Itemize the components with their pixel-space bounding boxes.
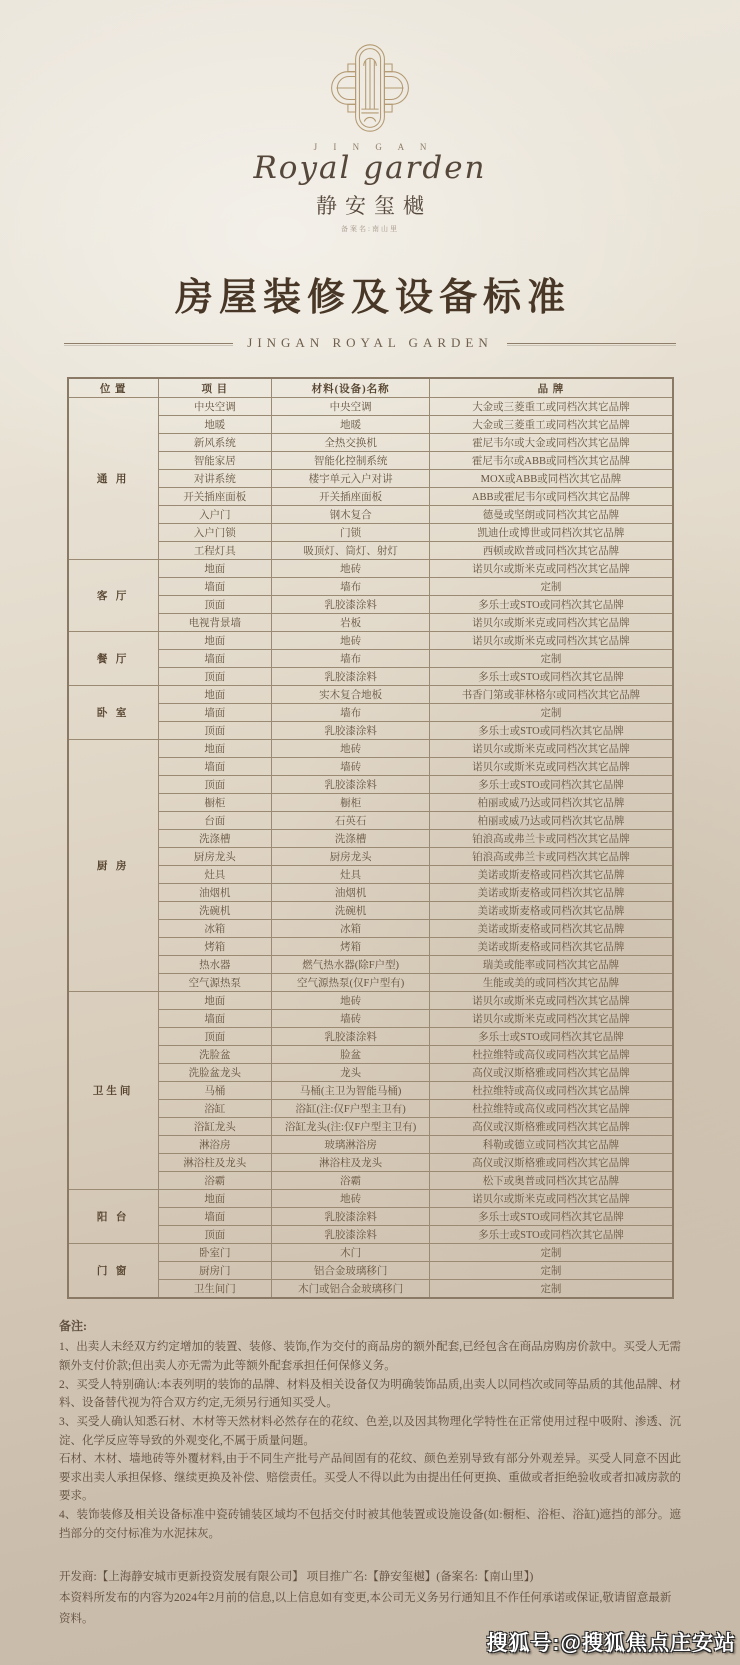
item-cell: 洗脸盆 bbox=[158, 1046, 271, 1064]
material-cell: 油烟机 bbox=[271, 884, 430, 902]
subtitle-left-rule bbox=[64, 343, 233, 344]
item-cell: 冰箱 bbox=[158, 920, 271, 938]
table-row bbox=[68, 704, 673, 722]
table-row bbox=[68, 1046, 673, 1064]
brand-cell: 多乐士或STO或同档次其它品牌 bbox=[430, 1028, 673, 1046]
item-cell: 地面 bbox=[158, 740, 271, 758]
brand-cell: 美诺或斯麦格或同档次其它品牌 bbox=[430, 866, 673, 884]
brand-cell: 大金或三菱重工或同档次其它品牌 bbox=[430, 398, 673, 416]
item-cell: 马桶 bbox=[158, 1082, 271, 1100]
material-cell: 全热交换机 bbox=[271, 434, 430, 452]
material-cell: 地砖 bbox=[271, 632, 430, 650]
brand-cell: 定制 bbox=[430, 1262, 673, 1280]
table-row bbox=[68, 668, 673, 686]
item-cell: 顶面 bbox=[158, 722, 271, 740]
location-cell: 厨 房 bbox=[68, 740, 159, 992]
material-cell: 洗涤槽 bbox=[271, 830, 430, 848]
table-row bbox=[68, 524, 673, 542]
material-cell: 地暖 bbox=[271, 416, 430, 434]
item-cell: 油烟机 bbox=[158, 884, 271, 902]
table-row bbox=[68, 974, 673, 992]
table-row bbox=[68, 1208, 673, 1226]
table-row bbox=[68, 1226, 673, 1244]
material-cell: 乳胶漆涂料 bbox=[271, 722, 430, 740]
subtitle-right-rule bbox=[507, 343, 676, 344]
brand-cell: 多乐士或STO或同档次其它品牌 bbox=[430, 668, 673, 686]
table-row bbox=[68, 1136, 673, 1154]
brand-cell: 凯迪仕或博世或同档次其它品牌 bbox=[430, 524, 673, 542]
brand-cell: 多乐士或STO或同档次其它品牌 bbox=[430, 596, 673, 614]
item-cell: 墙面 bbox=[158, 1208, 271, 1226]
material-cell: 智能化控制系统 bbox=[271, 452, 430, 470]
material-cell: 墙布 bbox=[271, 650, 430, 668]
note-item: 2、买受人特别确认:本表列明的装饰的品牌、材料及相关设备仅为明确装饰品质,出卖人以同档次或同等品质的其他品牌、材料、设备替代视为符合双方约定,无须另行通知买受人。 bbox=[59, 1378, 681, 1410]
table-row bbox=[68, 938, 673, 956]
table-row bbox=[68, 1028, 673, 1046]
brand-cell: 诺贝尔或斯米克或同档次其它品牌 bbox=[430, 992, 673, 1010]
brand-cell: 松下或奥普或同档次其它品牌 bbox=[430, 1172, 673, 1190]
material-cell: 乳胶漆涂料 bbox=[271, 596, 430, 614]
logo-chinese-name: 静安玺樾 bbox=[316, 194, 432, 218]
table-row bbox=[68, 830, 673, 848]
brand-cell: 诺贝尔或斯米克或同档次其它品牌 bbox=[430, 740, 673, 758]
table-row bbox=[68, 812, 673, 830]
footer-section bbox=[59, 1567, 681, 1629]
brand-cell: 高仪或汉斯格雅或同档次其它品牌 bbox=[430, 1154, 673, 1172]
item-cell: 淋浴柱及龙头 bbox=[158, 1154, 271, 1172]
brand-cell: MOX或ABB或同档次其它品牌 bbox=[430, 470, 673, 488]
material-cell: 浴缸(注:仅F户型主卫有) bbox=[271, 1100, 430, 1118]
spec-table-body bbox=[68, 398, 673, 1299]
item-cell: 厨房门 bbox=[158, 1262, 271, 1280]
material-cell: 空气源热泵(仅F户型有) bbox=[271, 974, 430, 992]
brand-cell: 定制 bbox=[430, 578, 673, 596]
table-row bbox=[68, 416, 673, 434]
item-cell: 入户门锁 bbox=[158, 524, 271, 542]
table-row bbox=[68, 902, 673, 920]
table-row bbox=[68, 992, 673, 1010]
brand-cell: 诺贝尔或斯米克或同档次其它品牌 bbox=[430, 632, 673, 650]
notes-section bbox=[59, 1317, 681, 1543]
column-header: 材料(设备)名称 bbox=[271, 378, 430, 398]
brand-cell: 定制 bbox=[430, 1280, 673, 1299]
table-row bbox=[68, 722, 673, 740]
material-cell: 乳胶漆涂料 bbox=[271, 1028, 430, 1046]
table-row bbox=[68, 1154, 673, 1172]
table-row bbox=[68, 470, 673, 488]
item-cell: 墙面 bbox=[158, 704, 271, 722]
material-cell: 乳胶漆涂料 bbox=[271, 668, 430, 686]
notes-list bbox=[59, 1338, 681, 1543]
item-cell: 烤箱 bbox=[158, 938, 271, 956]
brand-cell: 定制 bbox=[430, 650, 673, 668]
table-row bbox=[68, 776, 673, 794]
brand-cell: 柏丽或威乃达或同档次其它品牌 bbox=[430, 794, 673, 812]
brand-cell: 定制 bbox=[430, 704, 673, 722]
material-cell: 地砖 bbox=[271, 992, 430, 1010]
material-cell: 脸盆 bbox=[271, 1046, 430, 1064]
column-header: 位 置 bbox=[68, 378, 159, 398]
material-cell: 门锁 bbox=[271, 524, 430, 542]
material-cell: 钢木复合 bbox=[271, 506, 430, 524]
material-cell: 吸顶灯、筒灯、射灯 bbox=[271, 542, 430, 560]
page-subtitle: JINGAN ROYAL GARDEN bbox=[247, 335, 493, 350]
column-header: 项 目 bbox=[158, 378, 271, 398]
column-header: 品 牌 bbox=[430, 378, 673, 398]
quatrefoil-logo-icon bbox=[322, 40, 418, 136]
table-row bbox=[68, 506, 673, 524]
item-cell: 洗脸盆龙头 bbox=[158, 1064, 271, 1082]
material-cell: 橱柜 bbox=[271, 794, 430, 812]
note-item: 1、出卖人未经双方约定增加的装置、装修、装饰,作为交付的商品房的额外配套,已经包含在商品房购房价款中。买受人无需额外支付价款;但出卖人亦无需为此等额外配套承担任何保修义务。 bbox=[59, 1341, 681, 1373]
brand-cell: 杜拉维特或高仪或同档次其它品牌 bbox=[430, 1100, 673, 1118]
table-row bbox=[68, 848, 673, 866]
item-cell: 地面 bbox=[158, 632, 271, 650]
watermark: 搜狐号:@搜狐焦点庄安站 bbox=[486, 1632, 736, 1655]
item-cell: 卧室门 bbox=[158, 1244, 271, 1262]
brand-cell: 诺贝尔或斯米克或同档次其它品牌 bbox=[430, 1190, 673, 1208]
item-cell: 开关插座面板 bbox=[158, 488, 271, 506]
item-cell: 工程灯具 bbox=[158, 542, 271, 560]
table-row bbox=[68, 1262, 673, 1280]
table-row bbox=[68, 1010, 673, 1028]
brand-cell: 高仪或汉斯格雅或同档次其它品牌 bbox=[430, 1064, 673, 1082]
material-cell: 浴缸龙头(注:仅F户型主卫有) bbox=[271, 1118, 430, 1136]
material-cell: 楼宇单元入户对讲 bbox=[271, 470, 430, 488]
location-cell: 通 用 bbox=[68, 398, 159, 560]
table-header-row bbox=[68, 378, 673, 398]
disclaimer-line: 本资料所发布的内容为2024年2月前的信息,以上信息如有变更,本公司无义务另行通知且不作任何承诺或保证,敬请留意最新资料。 bbox=[59, 1592, 672, 1625]
material-cell: 马桶(主卫为智能马桶) bbox=[271, 1082, 430, 1100]
brand-cell: 诺贝尔或斯米克或同档次其它品牌 bbox=[430, 614, 673, 632]
table-row bbox=[68, 578, 673, 596]
material-cell: 玻璃淋浴房 bbox=[271, 1136, 430, 1154]
material-cell: 厨房龙头 bbox=[271, 848, 430, 866]
brand-cell: 瑞美或能率或同档次其它品牌 bbox=[430, 956, 673, 974]
table-row bbox=[68, 758, 673, 776]
note-item: 石材、木材、墙地砖等外覆材料,由于不同生产批号产品间固有的花纹、颜色差别导致有部分外观差异。买受人同意不因此要求出卖人承担保修、继续更换及补偿、赔偿责任。买受人不得以此为由提出任何更换、重做或者拒绝验收或者扣减房款的要求。 bbox=[59, 1453, 681, 1503]
brand-cell: 铂浪高或弗兰卡或同档次其它品牌 bbox=[430, 848, 673, 866]
table-row bbox=[68, 632, 673, 650]
brand-cell: 杜拉维特或高仪或同档次其它品牌 bbox=[430, 1082, 673, 1100]
table-row bbox=[68, 794, 673, 812]
brand-cell: 多乐士或STO或同档次其它品牌 bbox=[430, 1208, 673, 1226]
material-cell: 乳胶漆涂料 bbox=[271, 1226, 430, 1244]
item-cell: 橱柜 bbox=[158, 794, 271, 812]
item-cell: 墙面 bbox=[158, 578, 271, 596]
material-cell: 淋浴柱及龙头 bbox=[271, 1154, 430, 1172]
brand-cell: 生能或美的或同档次其它品牌 bbox=[430, 974, 673, 992]
item-cell: 新风系统 bbox=[158, 434, 271, 452]
item-cell: 热水器 bbox=[158, 956, 271, 974]
location-cell: 门 窗 bbox=[68, 1244, 159, 1299]
material-cell: 实木复合地板 bbox=[271, 686, 430, 704]
logo-jingan-text: J I N G A N bbox=[313, 142, 434, 152]
table-row bbox=[68, 1100, 673, 1118]
table-row bbox=[68, 740, 673, 758]
brand-cell: 美诺或斯麦格或同档次其它品牌 bbox=[430, 884, 673, 902]
item-cell: 浴霸 bbox=[158, 1172, 271, 1190]
item-cell: 地面 bbox=[158, 560, 271, 578]
item-cell: 对讲系统 bbox=[158, 470, 271, 488]
brand-cell: ABB或霍尼韦尔或同档次其它品牌 bbox=[430, 488, 673, 506]
item-cell: 洗碗机 bbox=[158, 902, 271, 920]
brand-cell: 高仪或汉斯格雅或同档次其它品牌 bbox=[430, 1118, 673, 1136]
material-cell: 地砖 bbox=[271, 740, 430, 758]
material-cell: 石英石 bbox=[271, 812, 430, 830]
brand-cell: 霍尼韦尔或ABB或同档次其它品牌 bbox=[430, 452, 673, 470]
logo-record-name: 备案名:南山里 bbox=[341, 225, 399, 233]
table-row bbox=[68, 434, 673, 452]
item-cell: 中央空调 bbox=[158, 398, 271, 416]
table-row bbox=[68, 1190, 673, 1208]
brand-cell: 德曼或坚朗或同档次其它品牌 bbox=[430, 506, 673, 524]
table-row bbox=[68, 560, 673, 578]
item-cell: 地面 bbox=[158, 1190, 271, 1208]
logo-script-name: Royal garden bbox=[253, 150, 487, 186]
brand-header bbox=[0, 40, 740, 234]
item-cell: 淋浴房 bbox=[158, 1136, 271, 1154]
table-row bbox=[68, 614, 673, 632]
table-row bbox=[68, 920, 673, 938]
brand-cell: 美诺或斯麦格或同档次其它品牌 bbox=[430, 938, 673, 956]
material-cell: 木门 bbox=[271, 1244, 430, 1262]
material-cell: 开关插座面板 bbox=[271, 488, 430, 506]
table-row bbox=[68, 1280, 673, 1299]
item-cell: 地面 bbox=[158, 992, 271, 1010]
item-cell: 卫生间门 bbox=[158, 1280, 271, 1299]
subtitle-row bbox=[64, 335, 676, 351]
brand-cell: 大金或三菱重工或同档次其它品牌 bbox=[430, 416, 673, 434]
brand-cell: 科勒或德立或同档次其它品牌 bbox=[430, 1136, 673, 1154]
location-cell: 卫生间 bbox=[68, 992, 159, 1190]
brand-cell: 诺贝尔或斯米克或同档次其它品牌 bbox=[430, 758, 673, 776]
brand-cell: 铂浪高或弗兰卡或同档次其它品牌 bbox=[430, 830, 673, 848]
item-cell: 墙面 bbox=[158, 1010, 271, 1028]
table-row bbox=[68, 452, 673, 470]
item-cell: 墙面 bbox=[158, 758, 271, 776]
material-cell: 地砖 bbox=[271, 560, 430, 578]
table-row bbox=[68, 488, 673, 506]
material-cell: 木门或铝合金玻璃移门 bbox=[271, 1280, 430, 1299]
material-cell: 浴霸 bbox=[271, 1172, 430, 1190]
table-row bbox=[68, 1082, 673, 1100]
material-cell: 地砖 bbox=[271, 1190, 430, 1208]
material-cell: 墙布 bbox=[271, 704, 430, 722]
brand-cell: 霍尼韦尔或大金或同档次其它品牌 bbox=[430, 434, 673, 452]
brand-cell: 西顿或欧普或同档次其它品牌 bbox=[430, 542, 673, 560]
material-cell: 龙头 bbox=[271, 1064, 430, 1082]
brand-cell: 定制 bbox=[430, 1244, 673, 1262]
table-row bbox=[68, 596, 673, 614]
material-cell: 墙布 bbox=[271, 578, 430, 596]
table-row bbox=[68, 866, 673, 884]
material-cell: 烤箱 bbox=[271, 938, 430, 956]
item-cell: 顶面 bbox=[158, 668, 271, 686]
brand-cell: 多乐士或STO或同档次其它品牌 bbox=[430, 722, 673, 740]
material-cell: 乳胶漆涂料 bbox=[271, 1208, 430, 1226]
item-cell: 顶面 bbox=[158, 1028, 271, 1046]
note-item: 3、买受人确认知悉石材、木材等天然材料必然存在的花纹、色差,以及因其物理化学特性在正常使用过程中吸附、渗透、沉淀、化学反应等导致的外观变化,不属于质量问题。 bbox=[59, 1415, 681, 1447]
table-row bbox=[68, 542, 673, 560]
material-cell: 灶具 bbox=[271, 866, 430, 884]
material-cell: 铝合金玻璃移门 bbox=[271, 1262, 430, 1280]
brand-cell: 美诺或斯麦格或同档次其它品牌 bbox=[430, 902, 673, 920]
item-cell: 洗涤槽 bbox=[158, 830, 271, 848]
brand-cell: 多乐士或STO或同档次其它品牌 bbox=[430, 1226, 673, 1244]
item-cell: 顶面 bbox=[158, 776, 271, 794]
item-cell: 墙面 bbox=[158, 650, 271, 668]
note-item: 4、装饰装修及相关设备标准中瓷砖铺装区域均不包括交付时被其他装置或设施设备(如:橱柜、浴柜、浴缸)遮挡的部分。遮挡部分的交付标准为水泥抹灰。 bbox=[59, 1509, 681, 1540]
location-cell: 阳 台 bbox=[68, 1190, 159, 1244]
item-cell: 浴缸龙头 bbox=[158, 1118, 271, 1136]
brand-cell: 诺贝尔或斯米克或同档次其它品牌 bbox=[430, 560, 673, 578]
material-cell: 洗碗机 bbox=[271, 902, 430, 920]
material-cell: 燃气热水器(除F户型) bbox=[271, 956, 430, 974]
brand-cell: 诺贝尔或斯米克或同档次其它品牌 bbox=[430, 1010, 673, 1028]
material-cell: 冰箱 bbox=[271, 920, 430, 938]
item-cell: 台面 bbox=[158, 812, 271, 830]
item-cell: 地暖 bbox=[158, 416, 271, 434]
location-cell: 卧 室 bbox=[68, 686, 159, 740]
item-cell: 空气源热泵 bbox=[158, 974, 271, 992]
table-row bbox=[68, 398, 673, 416]
brand-cell: 多乐士或STO或同档次其它品牌 bbox=[430, 776, 673, 794]
spec-table bbox=[67, 377, 674, 1299]
material-cell: 墙砖 bbox=[271, 1010, 430, 1028]
item-cell: 入户门 bbox=[158, 506, 271, 524]
material-cell: 中央空调 bbox=[271, 398, 430, 416]
item-cell: 浴缸 bbox=[158, 1100, 271, 1118]
table-row bbox=[68, 884, 673, 902]
developer-line: 开发商:【上海静安城市更新投资发展有限公司】 项目推广名:【静安玺樾】(备案名:【南山里】) bbox=[59, 1571, 534, 1584]
item-cell: 地面 bbox=[158, 686, 271, 704]
brand-cell: 杜拉维特或高仪或同档次其它品牌 bbox=[430, 1046, 673, 1064]
page-title: 房屋装修及设备标准 bbox=[174, 277, 571, 319]
item-cell: 顶面 bbox=[158, 1226, 271, 1244]
table-row bbox=[68, 650, 673, 668]
brand-cell: 柏丽或威乃达或同档次其它品牌 bbox=[430, 812, 673, 830]
table-row bbox=[68, 956, 673, 974]
location-cell: 客 厅 bbox=[68, 560, 159, 632]
table-row bbox=[68, 686, 673, 704]
item-cell: 顶面 bbox=[158, 596, 271, 614]
item-cell: 灶具 bbox=[158, 866, 271, 884]
table-row bbox=[68, 1244, 673, 1262]
material-cell: 乳胶漆涂料 bbox=[271, 776, 430, 794]
material-cell: 墙砖 bbox=[271, 758, 430, 776]
item-cell: 智能家居 bbox=[158, 452, 271, 470]
notes-label: 备注: bbox=[59, 1319, 87, 1333]
location-cell: 餐 厅 bbox=[68, 632, 159, 686]
brand-cell: 美诺或斯麦格或同档次其它品牌 bbox=[430, 920, 673, 938]
brand-cell: 书香门第或菲林格尔或同档次其它品牌 bbox=[430, 686, 673, 704]
table-row bbox=[68, 1118, 673, 1136]
table-row bbox=[68, 1064, 673, 1082]
table-row bbox=[68, 1172, 673, 1190]
item-cell: 电视背景墙 bbox=[158, 614, 271, 632]
item-cell: 厨房龙头 bbox=[158, 848, 271, 866]
material-cell: 岩板 bbox=[271, 614, 430, 632]
